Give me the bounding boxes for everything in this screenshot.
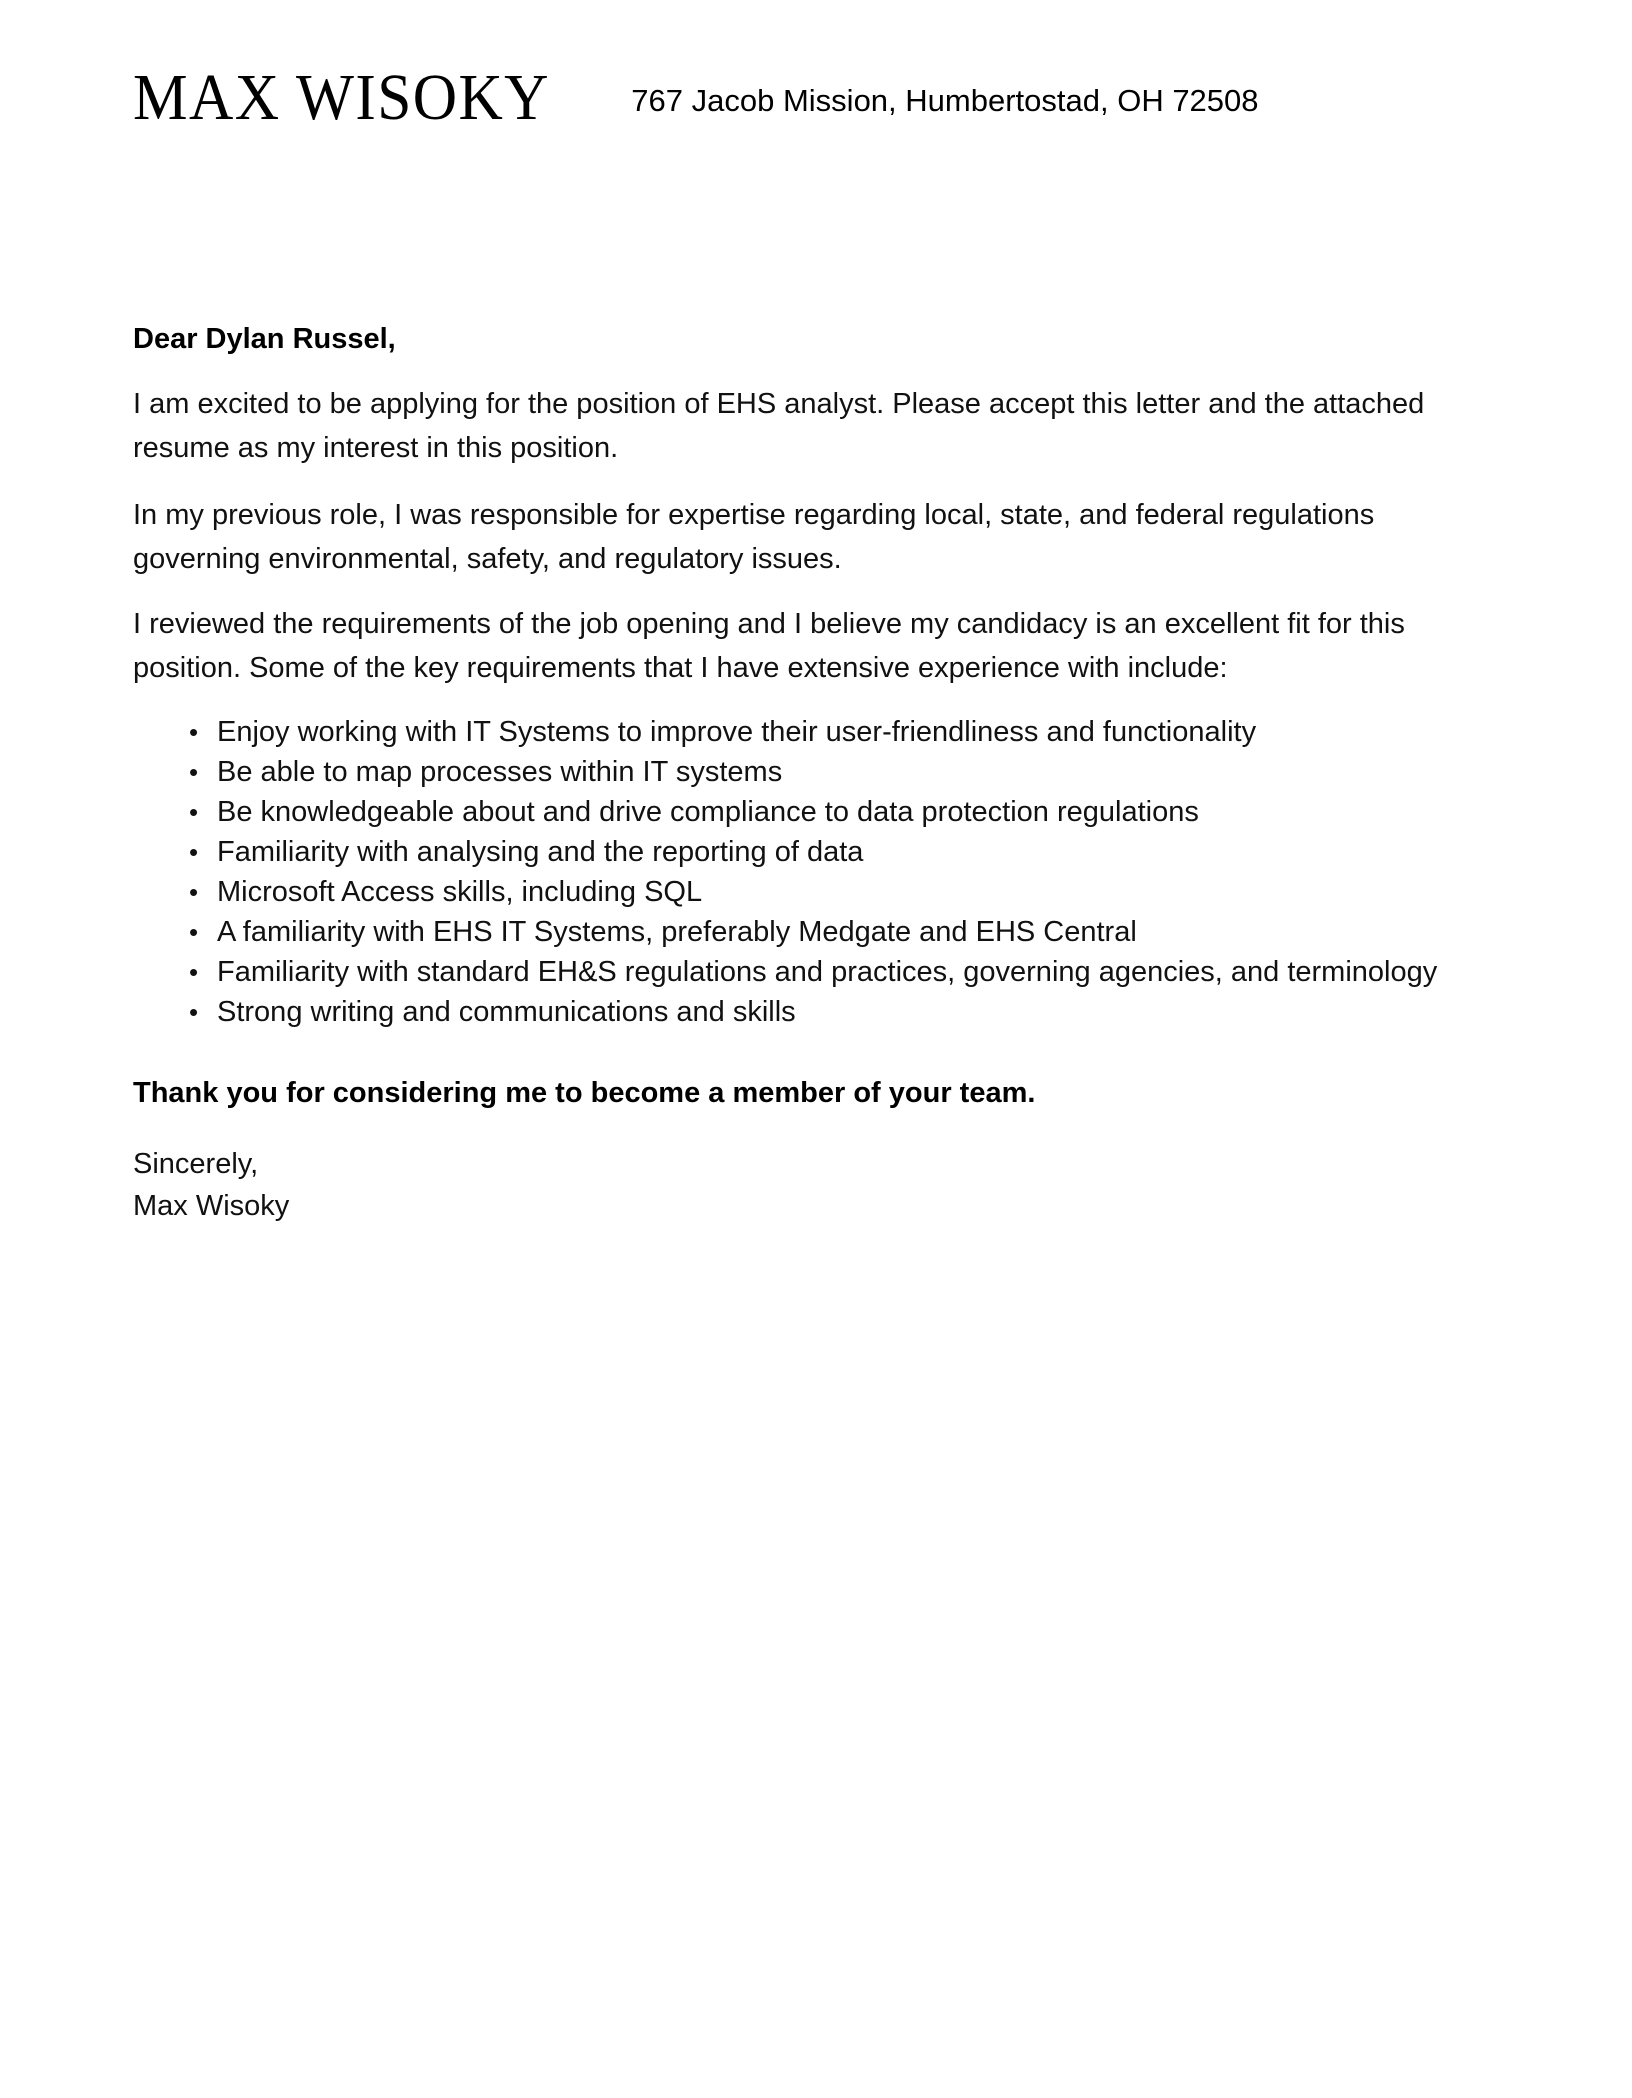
body-paragraph-1: I am excited to be applying for the position of EHS analyst. Please accept this letter and the attached resume as my interest in this position. (133, 388, 1425, 464)
list-item: • Strong writing and communications and skills (181, 992, 1541, 1032)
list-item: • A familiarity with EHS IT Systems, preferably Medgate and EHS Central (181, 912, 1541, 952)
list-item: • Be able to map processes within IT systems (181, 752, 1541, 792)
sender-name: MAX WISOKY (133, 61, 550, 134)
body-paragraph-2: In my previous role, I was responsible for expertise regarding local, state, and federal regulations governing environmental, safety, and regulatory issues. (133, 499, 1375, 575)
signoff-closing: Sincerely, (133, 1148, 259, 1180)
signoff-name: Max Wisoky (133, 1190, 290, 1222)
list-item: • Enjoy working with IT Systems to improve their user-friendliness and functionality (181, 712, 1541, 752)
closing-thanks: Thank you for considering me to become a member of your team. (133, 1077, 1036, 1109)
list-item: • Be knowledgeable about and drive compliance to data protection regulations (181, 792, 1541, 832)
requirements-list (133, 712, 1541, 1032)
list-item: • Familiarity with analysing and the reporting of data (181, 832, 1541, 872)
salutation: Dear Dylan Russel, (133, 323, 396, 355)
list-item: • Microsoft Access skills, including SQL (181, 872, 1541, 912)
letterhead (133, 62, 1503, 134)
signature-block (133, 1143, 289, 1227)
sender-address: 767 Jacob Mission, Humbertostad, OH 72508 (631, 83, 1259, 118)
list-item: • Familiarity with standard EH&S regulations and practices, governing agencies, and terminology (181, 952, 1541, 992)
body-paragraph-3: I reviewed the requirements of the job opening and I believe my candidacy is an excellent fit for this position. Some of the key requirements that I have extensive experience with include: (133, 608, 1405, 684)
